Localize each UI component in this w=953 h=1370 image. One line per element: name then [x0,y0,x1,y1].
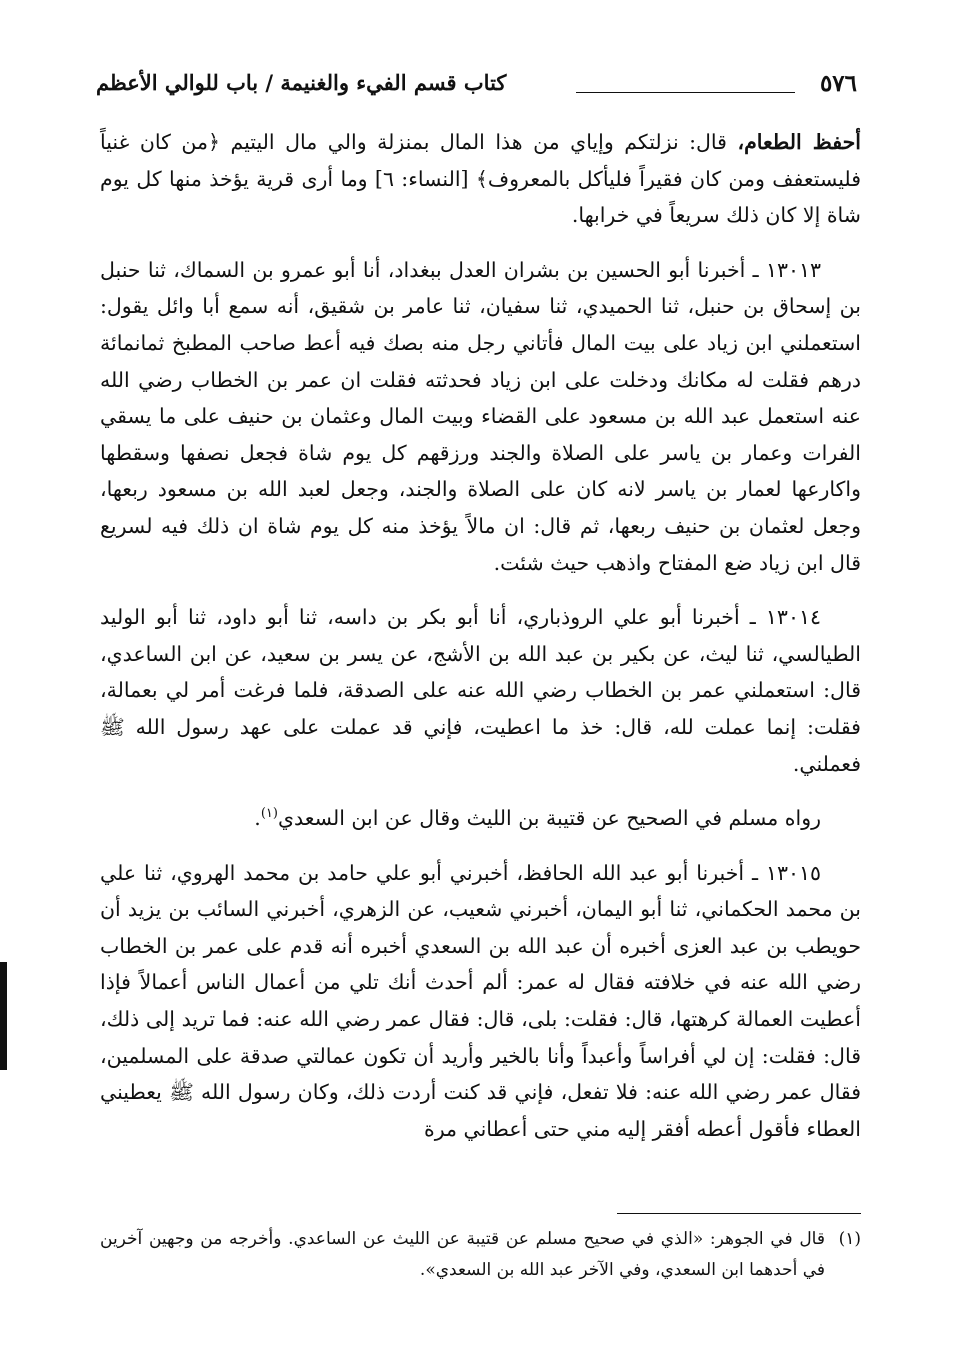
paragraph-text: رواه مسلم في الصحيح عن قتيبة بن الليث وقال عن ابن السعدي [277,806,821,831]
paragraph-text: أخبرنا أبو الحسين بن بشران العدل ببغداد، أنا أبو عمرو بن السماك، ثنا حنبل بن إسحاق بن حنبل، ثنا الحميدي، ثنا سفيان، ثنا عامر بن شقيق، أنه سمع أبا وائل يقول: استعملني ابن زياد على بيت المال فأتاني رجل منه بصك فيه أعط صاحب المطبخ ثمانمائة درهم فقلت له مكانك ودخلت على ابن زياد فحدثته فقلت ان عمر بن الخطاب رضي الله عنه استعمل عبد الله بن مسعود على القضاء وبيت المال وعثمان بن حنيف على ما يسقي الفرات وعمار بن ياسر على الصلاة والجند ورزقهم كل يوم شاة فجعل نصفها وسقطها واكارعها لعمار بن ياسر لانه كان على الصلاة والجند، وجعل لعبد الله بن مسعود ربعها، وجعل لعثمان بن حنيف ربعها، ثم قال: ان مالاً يؤخذ منه كل يوم شاة ان ذلك فيه لسريع قال ابن زياد ضع المفتاح واذهب حيث شئت. [100,257,861,575]
footnote-separator [617,1213,861,1214]
hadith-number: ١٣٠١٤ ـ [749,605,821,630]
running-header [96,70,857,110]
footnotes [100,1224,861,1286]
footnote-reference[interactable]: (١) [260,806,278,822]
hadith-paragraph [100,855,861,1148]
hadith-number: ١٣٠١٥ ـ [752,860,821,885]
footnote [100,1224,861,1286]
paragraph [100,124,861,234]
hadith-paragraph [100,252,861,581]
header-rule [576,92,795,93]
main-text [100,124,861,1165]
paragraph-text: قال: نزلتكم وإياي من هذا المال بمنزلة والي مال اليتيم ﴿من كان غنياً فليستعفف ومن كان فقيراً فليأكل بالمعروف﴾ [النساء: ٦] وما أرى قرية يؤخذ منها كل يوم شاة إلا كان ذلك سريعاً في خرابها. [100,130,861,228]
paragraph-text: أخبرنا أبو علي الروذباري، أنا أبو بكر بن داسه، ثنا أبو داود، ثنا أبو الوليد الطيالسي، ثنا ليث، عن بكير بن عبد الله بن الأشج، عن يسر بن سعيد، عن ابن الساعدي، قال: استعملني عمر بن الخطاب رضي الله عنه على الصدقة، فلما فرغت أمر لي بعمالة، فقلت: إنما عملت لله، قال: خذ ما اعطيت، فإني قد عملت على عهد رسول الله ﷺ فعملني. [100,605,861,776]
scan-edge-mark [0,962,7,1070]
footnote-number: (١) [838,1229,861,1249]
paragraph-lead: أحفظ الطعام، [737,130,861,154]
narration-note [100,800,861,837]
page-number: ٥٧٦ [819,70,857,97]
footnote-text: قال في الجوهر: «الذي في صحيح مسلم عن قتيبة عن الليث عن الساعدي. وأخرجه من وجهين آخرين في أحدهما ابن السعدي، وفي الآخر عبد الله بن السعدي». [100,1229,825,1280]
chapter-title: كتاب قسم الفيء والغنيمة / باب للوالي الأعظم [96,70,507,95]
hadith-number: ١٣٠١٣ ـ [752,257,821,282]
hadith-paragraph [100,599,861,782]
paragraph-tail: . [254,806,261,831]
paragraph-text: أخبرنا أبو عبد الله الحافظ، أخبرني أبو علي حامد بن محمد الهروي، ثنا علي بن محمد الحكماني، ثنا أبو اليمان، أخبرني شعيب، عن الزهري، أخبرني السائب بن يزيد أن حويطب بن عبد العزى أخبره أن عبد الله بن السعدي أخبره أنه قدم على عمر بن الخطاب رضي الله عنه في خلافته فقال له عمر: ألم أحدث أنك تلي من أعمال الناس أعمالاً فإذا أعطيت العمالة كرهتها، قال: فقلت: بلى، قال: فقال عمر رضي الله عنه: فما تريد إلى ذلك، قال: فقلت: إن لي أفراساً وأعبداً وأنا بالخير وأريد أن تكون عمالتي صدقة على المسلمين، فقال عمر رضي الله عنه: فلا تفعل، فإني قد كنت أردت ذلك، وكان رسول الله ﷺ يعطيني العطاء فأقول أعطه أفقر إليه مني حتى أعطاني مرة [100,860,861,1141]
